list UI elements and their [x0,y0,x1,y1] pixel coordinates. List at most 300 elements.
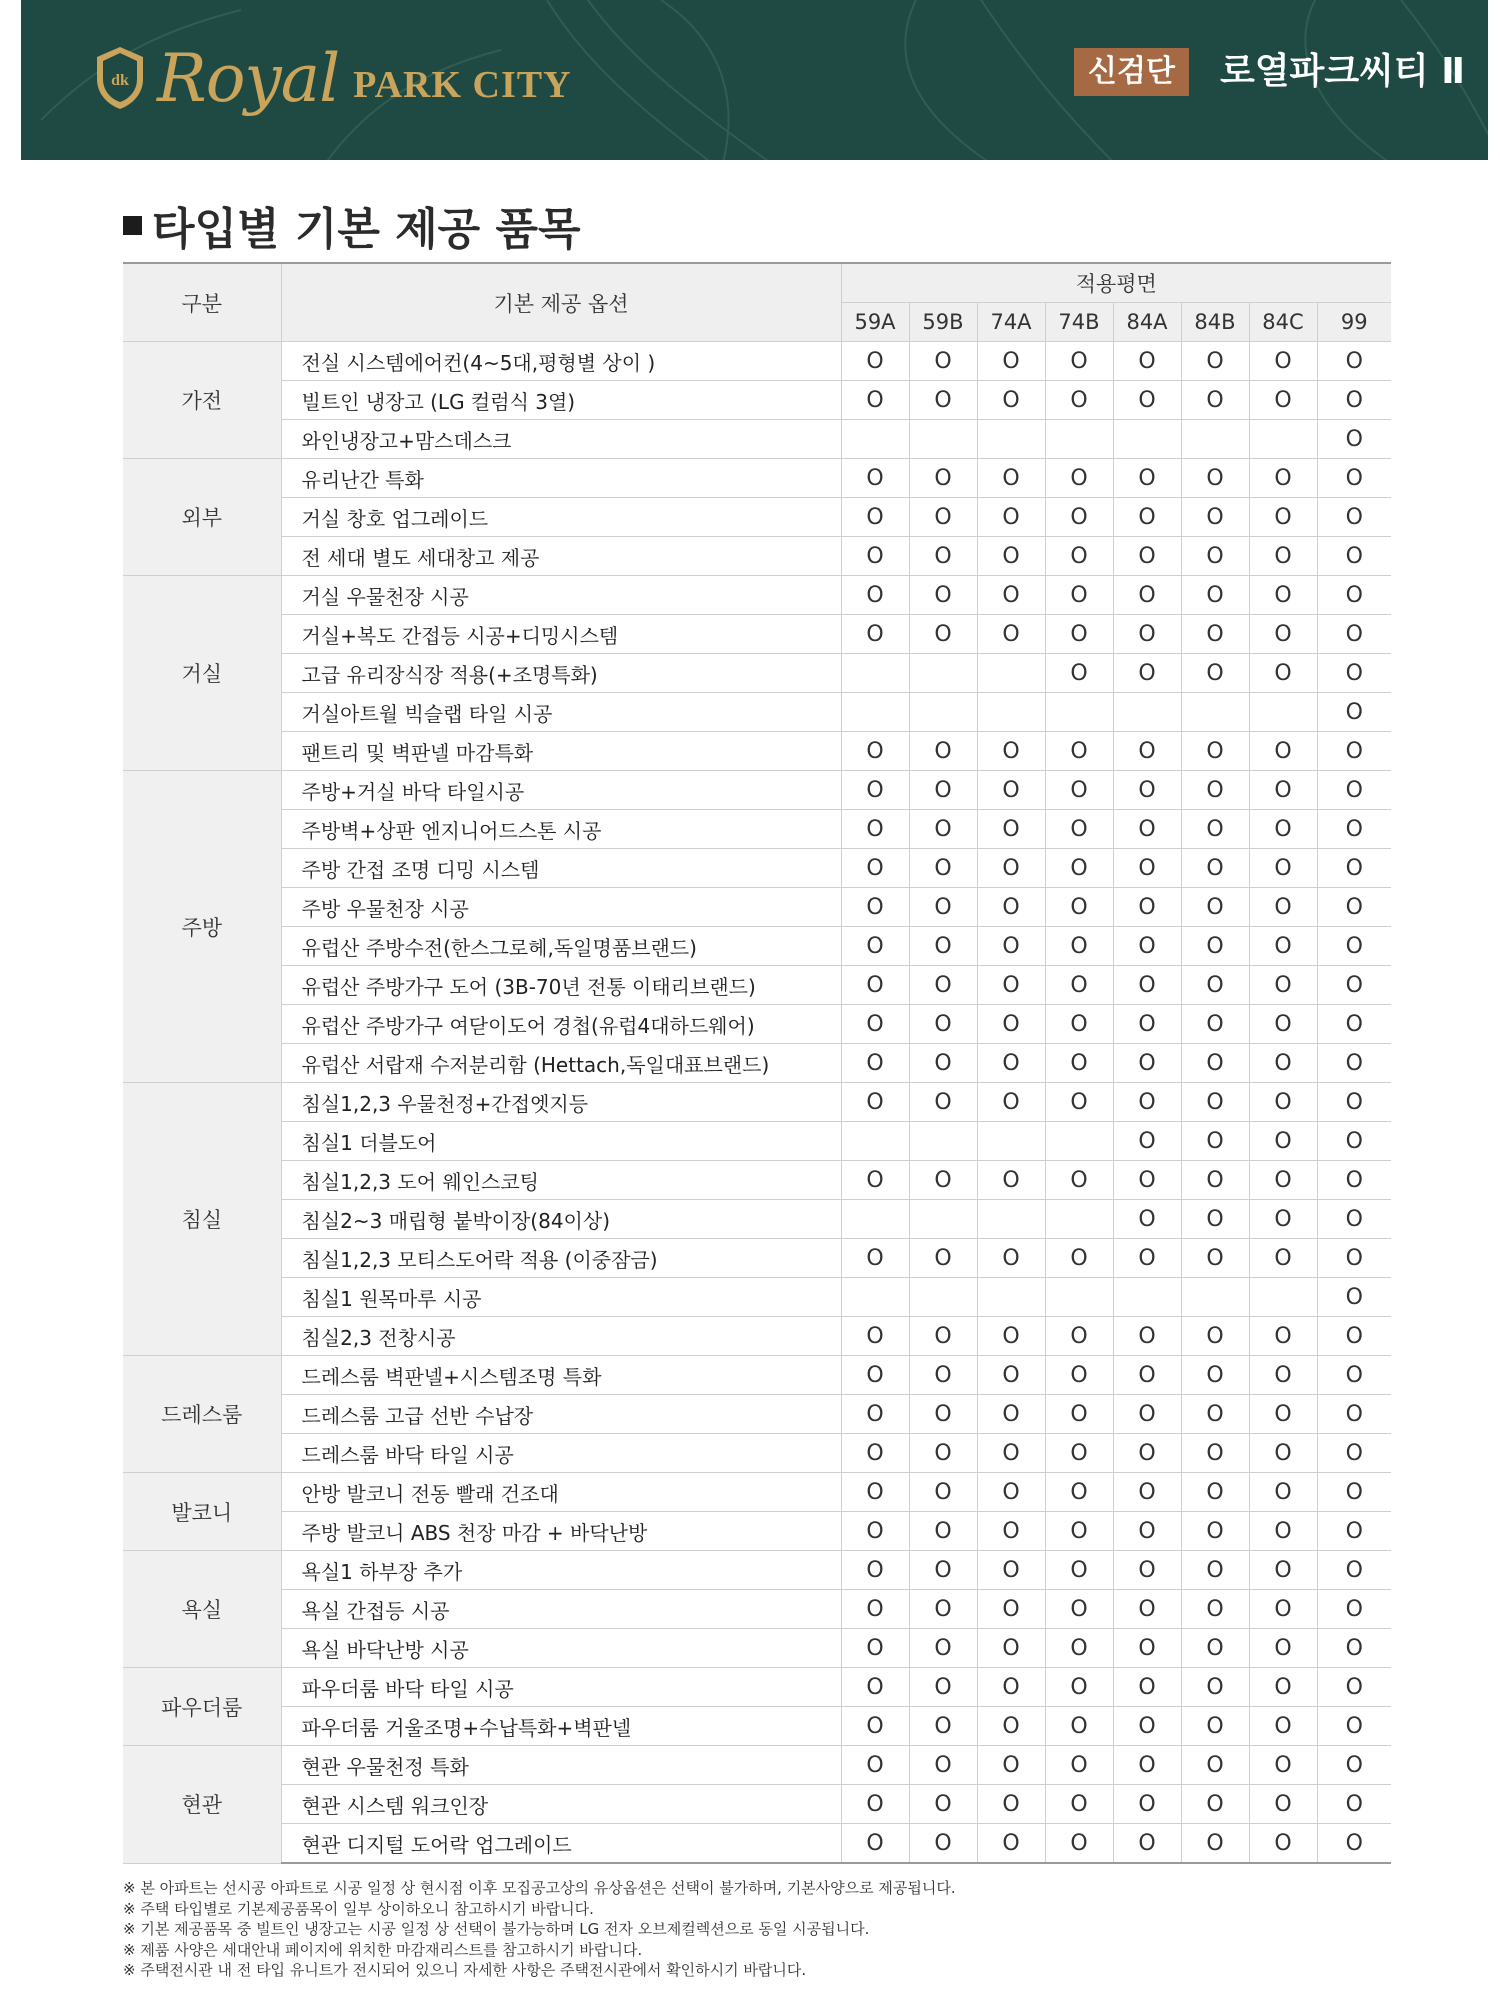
applies-mark: O [1181,1005,1249,1044]
applies-mark: O [1113,1434,1181,1473]
option-cell: 파우더룸 거울조명+수납특화+벽판넬 [281,1707,841,1746]
applies-mark: O [1045,810,1113,849]
applies-mark: O [909,1005,977,1044]
applies-mark: O [909,459,977,498]
table-row [123,1512,1391,1551]
applies-mark: O [977,459,1045,498]
table-row [123,1785,1391,1824]
applies-mark: O [1113,1044,1181,1083]
applies-mark: O [1317,966,1391,1005]
applies-mark: O [1113,1746,1181,1785]
applies-mark: O [1317,1200,1391,1239]
table-row [123,1395,1391,1434]
empty-cell [1045,1122,1113,1161]
option-cell: 팬트리 및 벽판넬 마감특화 [281,732,841,771]
applies-mark: O [1113,1824,1181,1864]
applies-mark: O [1181,537,1249,576]
applies-mark: O [909,576,977,615]
applies-mark: O [841,615,909,654]
applies-mark: O [1181,810,1249,849]
applies-mark: O [1045,1512,1113,1551]
applies-mark: O [1045,459,1113,498]
empty-cell [841,654,909,693]
applies-mark: O [1045,1356,1113,1395]
empty-cell [841,420,909,459]
option-cell: 현관 디지털 도어락 업그레이드 [281,1824,841,1864]
applies-mark: O [1113,1785,1181,1824]
applies-mark: O [1181,1395,1249,1434]
applies-mark: O [1181,498,1249,537]
applies-mark: O [1045,849,1113,888]
applies-mark: O [1045,576,1113,615]
applies-mark: O [977,1824,1045,1864]
option-cell: 현관 시스템 워크인장 [281,1785,841,1824]
table-row [123,888,1391,927]
applies-mark: O [1317,1824,1391,1864]
applies-mark: O [841,1005,909,1044]
brand-script: Royal [157,39,340,117]
applies-mark: O [1181,732,1249,771]
table-row [123,342,1391,381]
applies-mark: O [1317,459,1391,498]
applies-mark: O [1113,537,1181,576]
empty-cell [909,654,977,693]
table-row [123,732,1391,771]
applies-mark: O [1317,1512,1391,1551]
empty-cell [1045,693,1113,732]
table-row [123,381,1391,420]
applies-mark: O [841,1551,909,1590]
applies-mark: O [1181,1317,1249,1356]
applies-mark: O [1045,1707,1113,1746]
applies-mark: O [909,1395,977,1434]
applies-mark: O [1045,1590,1113,1629]
table-row [123,1590,1391,1629]
table-row [123,927,1391,966]
applies-mark: O [909,1551,977,1590]
applies-mark: O [1249,342,1317,381]
applies-mark: O [1181,1161,1249,1200]
applies-mark: O [909,381,977,420]
applies-mark: O [1249,654,1317,693]
crest-icon [91,43,149,113]
applies-mark: O [1317,537,1391,576]
applies-mark: O [1181,849,1249,888]
applies-mark: O [1045,1239,1113,1278]
applies-mark: O [1045,342,1113,381]
applies-mark: O [909,1161,977,1200]
table-row [123,1005,1391,1044]
applies-mark: O [909,849,977,888]
applies-mark: O [909,1434,977,1473]
applies-mark: O [1317,576,1391,615]
applies-mark: O [977,1083,1045,1122]
applies-mark: O [1249,576,1317,615]
applies-mark: O [1181,1551,1249,1590]
footnote: ※ 주택전시관 내 전 타입 유니트가 전시되어 있으니 자세한 사항은 주택전시관에서 확인하시기 바랍니다. [123,1961,807,1979]
applies-mark: O [977,732,1045,771]
applies-mark: O [1317,1239,1391,1278]
category-cell: 현관 [123,1746,281,1864]
applies-mark: O [1181,1590,1249,1629]
applies-mark: O [1181,1044,1249,1083]
option-cell: 드레스룸 고급 선반 수납장 [281,1395,841,1434]
section-title [123,193,581,257]
applies-mark: O [977,1317,1045,1356]
applies-mark: O [1317,1044,1391,1083]
applies-mark: O [1317,732,1391,771]
applies-mark: O [1181,1629,1249,1668]
applies-mark: O [1317,1434,1391,1473]
applies-mark: O [1181,1785,1249,1824]
applies-mark: O [1317,1668,1391,1707]
applies-mark: O [1181,1746,1249,1785]
option-cell: 전 세대 별도 세대창고 제공 [281,537,841,576]
applies-mark: O [1249,966,1317,1005]
applies-mark: O [1249,1629,1317,1668]
applies-mark: O [1249,1356,1317,1395]
applies-mark: O [1181,615,1249,654]
applies-mark: O [1317,654,1391,693]
empty-cell [977,693,1045,732]
applies-mark: O [841,732,909,771]
option-cell: 안방 발코니 전동 빨래 건조대 [281,1473,841,1512]
applies-mark: O [909,1668,977,1707]
applies-mark: O [909,732,977,771]
applies-mark: O [1045,1395,1113,1434]
applies-mark: O [1249,1161,1317,1200]
empty-cell [909,693,977,732]
applies-mark: O [1317,1122,1391,1161]
applies-mark: O [1113,1395,1181,1434]
complex-name: 로열파크씨티 Ⅱ [1220,51,1465,92]
applies-mark: O [1113,1122,1181,1161]
table-row [123,693,1391,732]
applies-mark: O [1113,1356,1181,1395]
applies-mark: O [1113,342,1181,381]
applies-mark: O [1317,849,1391,888]
applies-mark: O [1045,1551,1113,1590]
applies-mark: O [1249,1512,1317,1551]
applies-mark: O [1113,849,1181,888]
applies-mark: O [841,771,909,810]
empty-cell [977,420,1045,459]
square-bullet-icon [123,216,142,235]
table-row [123,1200,1391,1239]
applies-mark: O [1113,615,1181,654]
applies-mark: O [909,810,977,849]
applies-mark: O [909,342,977,381]
applies-mark: O [1317,927,1391,966]
applies-mark: O [1045,1629,1113,1668]
empty-cell [909,420,977,459]
applies-mark: O [1181,1122,1249,1161]
option-cell: 침실1,2,3 우물천정+간접엣지등 [281,1083,841,1122]
applies-mark: O [909,888,977,927]
applies-mark: O [977,771,1045,810]
footnote: ※ 주택 타입별로 기본제공품목이 일부 상이하오니 참고하시기 바랍니다. [123,1899,594,1918]
type-header-99: 99 [1317,303,1391,342]
applies-mark: O [1317,498,1391,537]
applies-mark: O [1113,1005,1181,1044]
applies-mark: O [977,615,1045,654]
applies-mark: O [977,1590,1045,1629]
applies-mark: O [1317,1005,1391,1044]
applies-mark: O [1181,1512,1249,1551]
applies-mark: O [841,1512,909,1551]
applies-mark: O [1113,1629,1181,1668]
area-badge: 신검단 [1074,48,1189,96]
applies-mark: O [1249,1590,1317,1629]
empty-cell [977,1278,1045,1317]
applies-mark: O [1317,381,1391,420]
applies-mark: O [1249,1824,1317,1864]
applies-mark: O [909,1707,977,1746]
option-cell: 주방+거실 바닥 타일시공 [281,771,841,810]
applies-mark: O [1317,1551,1391,1590]
table-row [123,966,1391,1005]
applies-mark: O [1317,1083,1391,1122]
applies-mark: O [977,1239,1045,1278]
applies-mark: O [909,1746,977,1785]
type-header-84b: 84B [1181,303,1249,342]
applies-mark: O [977,342,1045,381]
applies-mark: O [909,1785,977,1824]
empty-cell [1181,420,1249,459]
header-category: 구분 [123,263,281,342]
applies-mark: O [977,927,1045,966]
empty-cell [841,1200,909,1239]
applies-mark: O [1045,1005,1113,1044]
applies-mark: O [1249,1005,1317,1044]
applies-mark: O [1317,1356,1391,1395]
applies-mark: O [1113,576,1181,615]
table-row [123,1473,1391,1512]
applies-mark: O [977,966,1045,1005]
applies-mark: O [1181,1473,1249,1512]
option-cell: 욕실1 하부장 추가 [281,1551,841,1590]
applies-mark: O [1045,537,1113,576]
header-applies: 적용평면 [841,263,1391,303]
type-header-84c: 84C [1249,303,1317,342]
applies-mark: O [977,1629,1045,1668]
table-row [123,1044,1391,1083]
applies-mark: O [977,810,1045,849]
applies-mark: O [1249,1395,1317,1434]
applies-mark: O [1113,1668,1181,1707]
applies-mark: O [909,615,977,654]
applies-mark: O [977,576,1045,615]
footnote: ※ 제품 사양은 세대안내 페이지에 위치한 마감재리스트를 참고하시기 바랍니다. [123,1940,643,1959]
applies-mark: O [841,810,909,849]
applies-mark: O [1045,1785,1113,1824]
table-row [123,1083,1391,1122]
applies-mark: O [1249,732,1317,771]
applies-mark: O [1113,459,1181,498]
applies-mark: O [909,1824,977,1864]
empty-cell [1045,420,1113,459]
table-row [123,654,1391,693]
applies-mark: O [1317,1317,1391,1356]
applies-mark: O [1181,1668,1249,1707]
applies-mark: O [1317,888,1391,927]
category-cell: 외부 [123,459,281,576]
table-row [123,771,1391,810]
brand-logo [91,38,572,118]
applies-mark: O [841,1239,909,1278]
applies-mark: O [1317,1395,1391,1434]
applies-mark: O [1317,1590,1391,1629]
option-cell: 드레스룸 바닥 타일 시공 [281,1434,841,1473]
option-cell: 욕실 간접등 시공 [281,1590,841,1629]
applies-mark: O [909,1512,977,1551]
applies-mark: O [1249,1707,1317,1746]
applies-mark: O [1113,1317,1181,1356]
applies-mark: O [977,1395,1045,1434]
option-cell: 유럽산 서랍재 수저분리함 (Hettach,독일대표브랜드) [281,1044,841,1083]
applies-mark: O [1181,654,1249,693]
applies-mark: O [1113,966,1181,1005]
applies-mark: O [1113,1590,1181,1629]
applies-mark: O [909,1044,977,1083]
applies-mark: O [909,771,977,810]
option-cell: 침실2,3 전창시공 [281,1317,841,1356]
applies-mark: O [977,1356,1045,1395]
applies-mark: O [977,1434,1045,1473]
applies-mark: O [1045,927,1113,966]
applies-mark: O [1317,1785,1391,1824]
applies-mark: O [841,1044,909,1083]
applies-mark: O [841,1356,909,1395]
option-cell: 욕실 바닥난방 시공 [281,1629,841,1668]
option-cell: 와인냉장고+맘스데스크 [281,420,841,459]
empty-cell [909,1122,977,1161]
applies-mark: O [841,576,909,615]
option-cell: 침실1 원목마루 시공 [281,1278,841,1317]
option-cell: 드레스룸 벽판넬+시스템조명 특화 [281,1356,841,1395]
applies-mark: O [909,927,977,966]
applies-mark: O [1181,459,1249,498]
option-cell: 유럽산 주방수전(한스그로헤,독일명품브랜드) [281,927,841,966]
table-row [123,1824,1391,1864]
applies-mark: O [1113,927,1181,966]
applies-mark: O [1317,693,1391,732]
applies-mark: O [1181,1356,1249,1395]
applies-mark: O [977,1512,1045,1551]
applies-mark: O [841,966,909,1005]
footnote: ※ 본 아파트는 선시공 아파트로 시공 일정 상 현시점 이후 모집공고상의 유상옵션은 선택이 불가하며, 기본사양으로 제공됩니다. [123,1879,956,1897]
footnote: ※ 기본 제공품목 중 빌트인 냉장고는 시공 일정 상 선택이 불가능하며 LG 전자 오브제컬렉션으로 동일 시공됩니다. [123,1920,870,1938]
empty-cell [1113,1278,1181,1317]
option-cell: 거실+복도 간접등 시공+디밍시스템 [281,615,841,654]
applies-mark: O [1249,615,1317,654]
table-row [123,1161,1391,1200]
applies-mark: O [1045,732,1113,771]
option-cell: 주방 간접 조명 디밍 시스템 [281,849,841,888]
applies-mark: O [1317,1473,1391,1512]
table-row [123,1668,1391,1707]
applies-mark: O [1249,1200,1317,1239]
applies-mark: O [841,1395,909,1434]
applies-mark: O [841,1707,909,1746]
table-row [123,1629,1391,1668]
table-row [123,1239,1391,1278]
empty-cell [1249,693,1317,732]
applies-mark: O [1249,537,1317,576]
empty-cell [909,1200,977,1239]
applies-mark: O [1181,1200,1249,1239]
option-cell: 침실1,2,3 모티스도어락 적용 (이중잠금) [281,1239,841,1278]
empty-cell [1045,1200,1113,1239]
applies-mark: O [1045,1473,1113,1512]
applies-mark: O [1317,1629,1391,1668]
applies-mark: O [977,1746,1045,1785]
applies-mark: O [1249,1122,1317,1161]
applies-mark: O [1181,381,1249,420]
applies-mark: O [841,381,909,420]
table-row [123,810,1391,849]
applies-mark: O [1317,420,1391,459]
type-header-59a: 59A [841,303,909,342]
option-cell: 침실1,2,3 도어 웨인스코팅 [281,1161,841,1200]
empty-cell [1113,693,1181,732]
category-cell: 파우더룸 [123,1668,281,1746]
applies-mark: O [1045,1083,1113,1122]
empty-cell [977,1200,1045,1239]
option-cell: 침실1 더블도어 [281,1122,841,1161]
applies-mark: O [1317,1746,1391,1785]
applies-mark: O [1113,1512,1181,1551]
applies-mark: O [841,1824,909,1864]
category-cell: 주방 [123,771,281,1083]
option-cell: 거실 창호 업그레이드 [281,498,841,537]
applies-mark: O [1181,966,1249,1005]
applies-mark: O [841,849,909,888]
applies-mark: O [977,498,1045,537]
applies-mark: O [841,1434,909,1473]
category-cell: 욕실 [123,1551,281,1668]
option-cell: 유럽산 주방가구 도어 (3B-70년 전통 이태리브랜드) [281,966,841,1005]
applies-mark: O [1045,1434,1113,1473]
applies-mark: O [977,1161,1045,1200]
applies-mark: O [1113,810,1181,849]
applies-mark: O [977,1044,1045,1083]
section-title-text: 타입별 기본 제공 품목 [152,204,581,255]
applies-mark: O [1113,1239,1181,1278]
applies-mark: O [1249,1317,1317,1356]
table-row [123,1551,1391,1590]
options-table [123,262,1391,1864]
applies-mark: O [1045,1746,1113,1785]
table-row [123,576,1391,615]
applies-mark: O [1113,771,1181,810]
applies-mark: O [1045,1824,1113,1864]
option-cell: 현관 우물천정 특화 [281,1746,841,1785]
empty-cell [977,654,1045,693]
empty-cell [841,693,909,732]
type-header-84a: 84A [1113,303,1181,342]
applies-mark: O [1181,1434,1249,1473]
applies-mark: O [1045,966,1113,1005]
applies-mark: O [841,1785,909,1824]
applies-mark: O [977,1668,1045,1707]
applies-mark: O [1181,1824,1249,1864]
applies-mark: O [1249,849,1317,888]
type-header-59b: 59B [909,303,977,342]
applies-mark: O [1045,381,1113,420]
applies-mark: O [1045,888,1113,927]
applies-mark: O [909,1590,977,1629]
